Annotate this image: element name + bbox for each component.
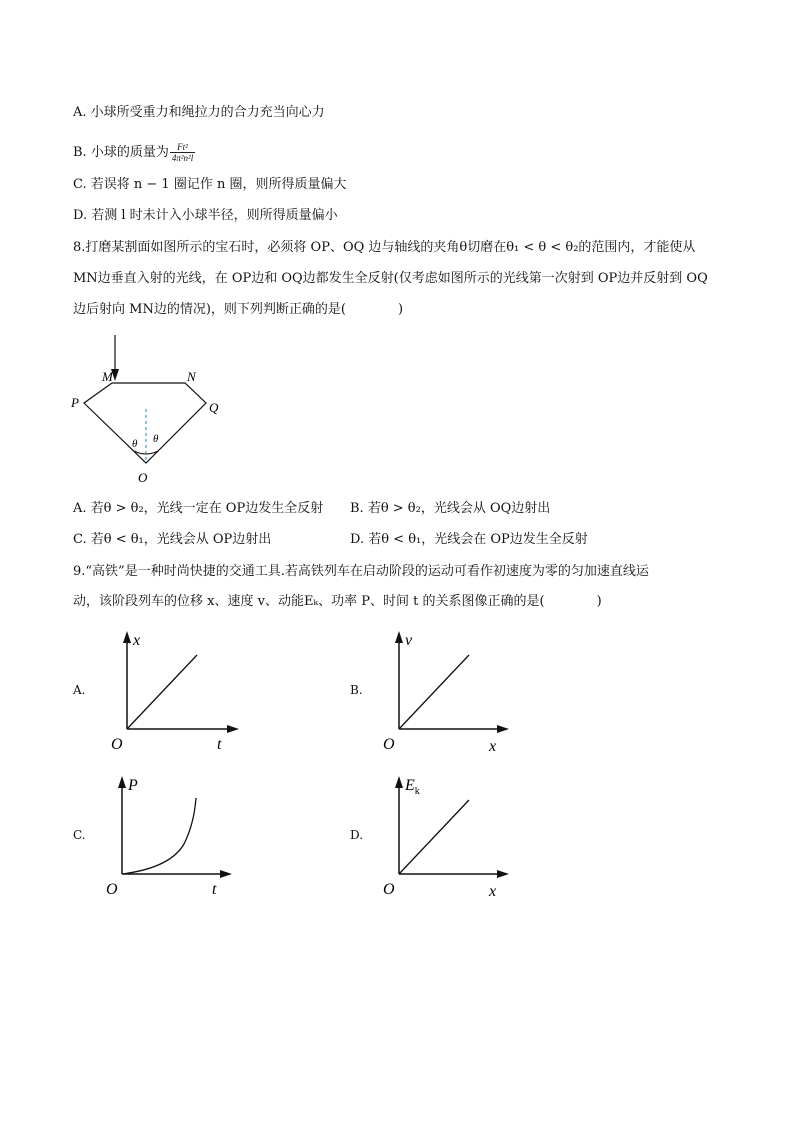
graph-a [105, 625, 245, 755]
q9-option-a-label: A. [73, 683, 86, 697]
graph-b-origin: O [383, 736, 395, 753]
q8-stem-line1: 8.打磨某割面如图所示的宝石时，必须将 OP、OQ 边与轴线的夹角θ切磨在θ₁ < θ < θ₂的范围内，才能使从 [73, 240, 696, 255]
graph-c [100, 770, 240, 900]
q8-stem-line2: MN边垂直入射的光线，在 OP边和 OQ边都发生全反射(仅考虑如图所示的光线第一次射到 OP边并反射到 OQ [73, 271, 708, 286]
q9-option-c-label: C. [73, 828, 86, 842]
q9-option-d-label: D. [350, 828, 364, 842]
q7-option-a: A. 小球所受重力和绳拉力的合力充当向心力 [73, 105, 325, 120]
q9-stem-line2: 动，该阶段列车的位移 x、速度 v、动能Eₖ、功率 P、时间 t 的关系图像正确的是( ) [73, 594, 602, 609]
graph-c-origin: O [106, 881, 118, 898]
graph-d-y-label [404, 777, 420, 797]
graph-a-origin: O [111, 736, 123, 753]
mass-formula [170, 142, 195, 163]
graph-d-y-sub: k [414, 786, 420, 797]
formula-denominator: 4π²n²l [171, 153, 194, 163]
label-theta-right: θ [153, 433, 159, 445]
graph-d-y-main: E [405, 777, 415, 794]
q8-stem-line3: 边后射向 MN边的情况)，则下列判断正确的是( ) [73, 302, 404, 317]
q8-option-c: C. 若θ < θ₁，光线会从 OP边射出 [73, 532, 272, 547]
q7-option-b-text: B. 小球的质量为 [73, 145, 169, 160]
q9-option-b-label: B. [350, 683, 363, 697]
label-p: P [71, 395, 79, 410]
graph-d-x-label: x [489, 883, 497, 900]
graph-a-x-label: t [217, 736, 222, 753]
label-o: O [138, 470, 148, 485]
graph-d [377, 770, 517, 900]
q7-option-d: D. 若测 l 时未计入小球半径，则所得质量偏小 [73, 208, 338, 223]
label-q: Q [209, 400, 219, 415]
graph-b-x-label: x [489, 738, 497, 755]
graph-b [377, 625, 517, 755]
label-m: M [102, 369, 113, 384]
q8-option-d: D. 若θ < θ₁，光线会在 OP边发生全反射 [350, 532, 588, 547]
graph-c-y-label: P [128, 777, 138, 794]
q8-option-a: A. 若θ > θ₂，光线一定在 OP边发生全反射 [73, 501, 324, 516]
graph-c-x-label: t [212, 881, 217, 898]
graph-b-y-label: v [405, 632, 413, 649]
formula-numerator: Ft² [170, 142, 195, 153]
graph-d-origin: O [383, 881, 395, 898]
q8-option-b: B. 若θ > θ₂，光线会从 OQ边射出 [350, 501, 551, 516]
graph-a-y-label: x [133, 632, 141, 649]
q7-option-c: C. 若误将 n − 1 圈记作 n 圈，则所得质量偏大 [73, 177, 347, 192]
gem-figure [60, 325, 230, 485]
q7-option-b [73, 142, 195, 163]
label-theta-left: θ [132, 438, 138, 450]
q9-stem-line1: 9.“高铁”是一种时尚快捷的交通工具.若高铁列车在启动阶段的运动可看作初速度为零的匀加速直线运 [73, 564, 649, 579]
label-n: N [187, 369, 196, 384]
